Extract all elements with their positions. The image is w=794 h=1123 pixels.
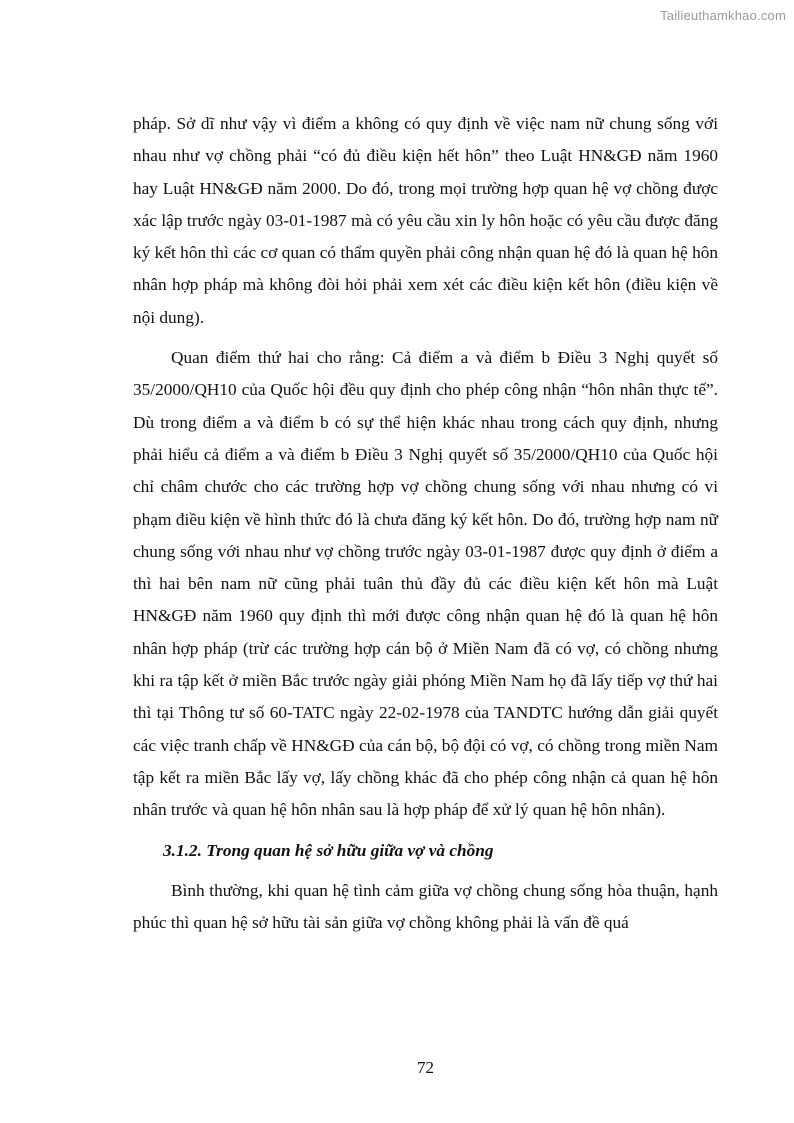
- section-heading: 3.1.2. Trong quan hệ sở hữu giữa vợ và chồng: [163, 840, 494, 860]
- paragraph-section-start: Bình thường, khi quan hệ tình cảm giữa vợ chồng chung sống hòa thuận, hạnh phúc thì quan hệ sở hữu tài sản giữa vợ chồng không phải là vấn đề quá: [133, 880, 718, 933]
- watermark: Tailieuthamkhao.com: [660, 8, 786, 23]
- paragraph-continuation: pháp. Sở dĩ như vậy vì điểm a không có quy định về việc nam nữ chung sống với nhau như vợ chồng phải “có đủ điều kiện hết hôn” theo Luật HN&GĐ năm 1960 hay Luật HN&GĐ năm 2000. Do đó, trong mọi trường hợp quan hệ vợ chồng được xác lập trước ngày 03-01-1987 mà có yêu cầu xin ly hôn hoặc có yêu cầu được đăng ký kết hôn thì các cơ quan có thẩm quyền phải công nhận quan hệ đó là quan hệ hôn nhân hợp pháp mà không đòi hỏi phải xem xét các điều kiện kết hôn (điều kiện về nội dung).: [133, 114, 718, 327]
- page-number: 72: [417, 1058, 434, 1077]
- document-body: [133, 108, 718, 947]
- paragraph-second-viewpoint: Quan điểm thứ hai cho rằng: Cả điểm a và điểm b Điều 3 Nghị quyết số 35/2000/QH10 của Quốc hội đều quy định cho phép công nhận “hôn nhân thực tế”. Dù trong điểm a và điểm b có sự thể hiện khác nhau trong cách quy định, nhưng phải hiểu cả điểm a và điểm b Điều 3 Nghị quyết số 35/2000/QH10 của Quốc hội chỉ châm chước cho các trường hợp vợ chồng chung sống với nhau nhưng có vi phạm điều kiện về hình thức đó là chưa đăng ký kết hôn. Do đó, trường hợp nam nữ chung sống với nhau như vợ chồng trước ngày 03-01-1987 được quy định ở điểm a thì hai bên nam nữ cũng phải tuân thủ đầy đủ các điều kiện kết hôn mà Luật HN&GĐ năm 1960 quy định thì mới được công nhận quan hệ đó là quan hệ hôn nhân hợp pháp (trừ các trường hợp cán bộ ở Miền Nam đã có vợ, có chồng nhưng khi ra tập kết ở miền Bắc trước ngày giải phóng Miền Nam họ đã lấy tiếp vợ thứ hai thì tại Thông tư số 60-TATC ngày 22-02-1978 của TANDTC hướng dẫn giải quyết các việc tranh chấp về HN&GĐ của cán bộ, bộ đội có vợ, có chồng trong miền Nam tập kết ra miền Bắc lấy vợ, lấy chồng khác đã cho phép công nhận cả quan hệ hôn nhân trước và quan hệ hôn nhân sau là hợp pháp để xử lý quan hệ hôn nhân).: [133, 348, 718, 820]
